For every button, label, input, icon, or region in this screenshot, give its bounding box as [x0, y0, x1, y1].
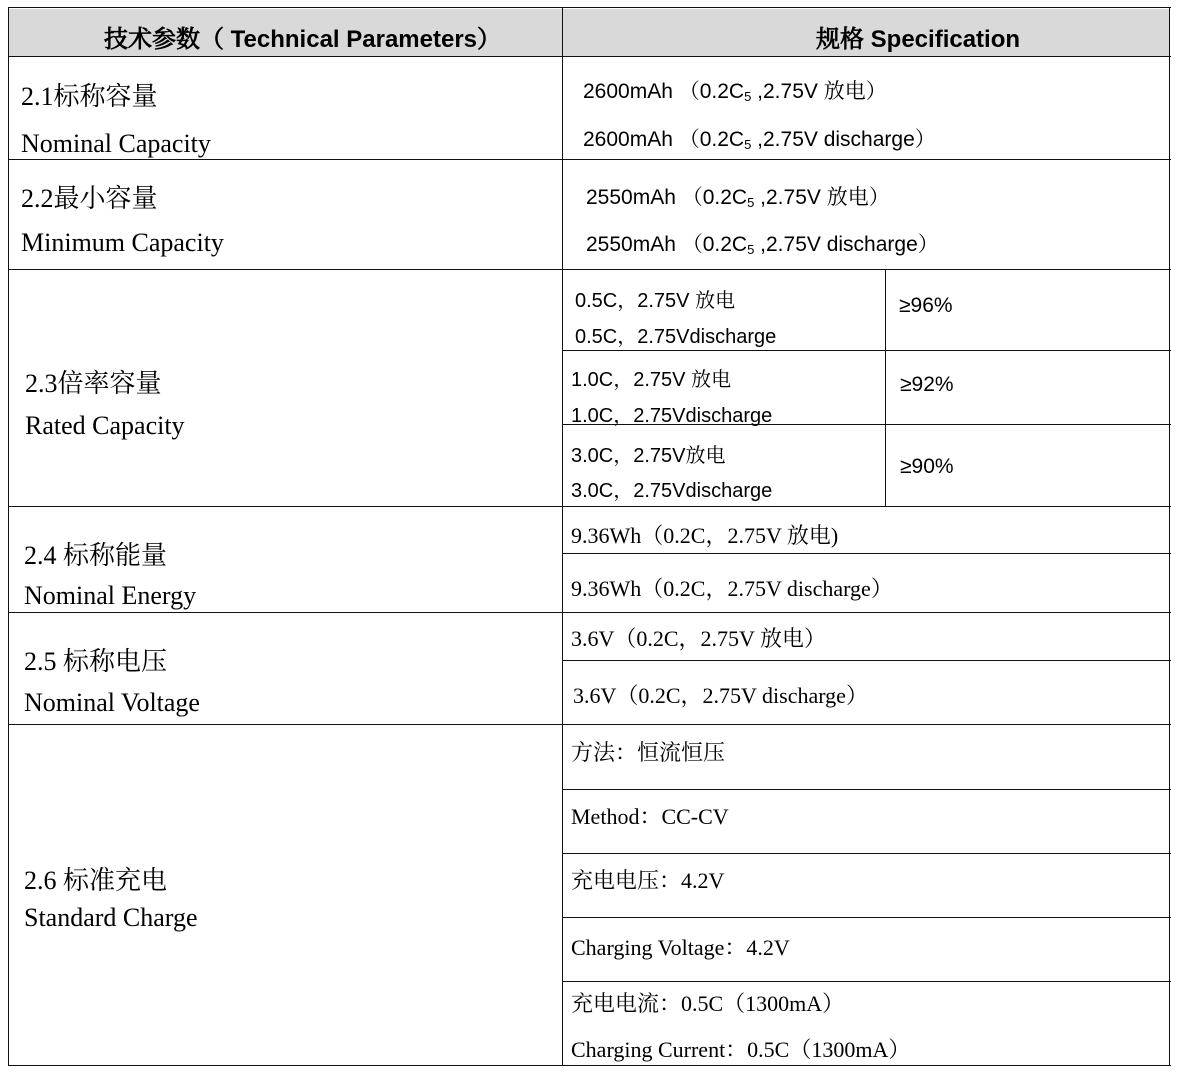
spec-subscript: 5	[747, 195, 755, 210]
grid-line	[562, 789, 1171, 790]
spec-value	[586, 181, 890, 211]
param-name-zh: 2.6 标准充电	[24, 866, 168, 895]
param-name-en: Nominal Voltage	[24, 688, 200, 717]
spec-value	[583, 75, 887, 105]
spec-tail: ,2.75V 放电）	[751, 80, 887, 103]
grid-line	[8, 269, 1171, 270]
rate-condition-zh: 0.5C，2.75V 放电	[575, 290, 736, 312]
grid-line	[8, 7, 9, 1066]
param-name-zh: 2.2最小容量	[21, 184, 158, 213]
spec-value: Charging Current：0.5C（1300mA）	[571, 1037, 911, 1062]
header-technical-parameters: 技术参数（ Technical Parameters）	[104, 26, 502, 53]
spec-main: 2550mAh （0.2C	[586, 233, 748, 256]
spec-main: 2600mAh （0.2C	[583, 80, 745, 103]
rate-capacity-value: ≥96%	[899, 294, 953, 317]
rate-capacity-value: ≥92%	[900, 373, 954, 396]
param-name-zh: 2.4 标称能量	[24, 541, 168, 570]
spec-subscript: 5	[744, 137, 752, 152]
spec-value: 9.36Wh（0.2C，2.75V discharge）	[571, 576, 893, 601]
grid-line	[562, 350, 1171, 351]
spec-value	[586, 228, 939, 258]
spec-main: 2600mAh （0.2C	[583, 128, 745, 151]
grid-line	[8, 159, 1171, 160]
grid-line	[8, 7, 1171, 8]
spec-subscript: 5	[747, 242, 755, 257]
param-name-zh: 2.1标称容量	[21, 82, 158, 111]
param-name-en: Standard Charge	[24, 903, 198, 932]
header-specification: 规格 Specification	[816, 26, 1021, 53]
param-name-zh: 2.5 标称电压	[24, 647, 168, 676]
spec-value: 充电电流：0.5C（1300mA）	[571, 991, 845, 1016]
param-name-en: Minimum Capacity	[21, 228, 224, 257]
grid-line	[8, 724, 1171, 725]
grid-line	[562, 7, 563, 1066]
spec-value: 充电电压：4.2V	[571, 868, 725, 893]
spec-tail: ,2.75V discharge）	[751, 128, 936, 151]
spec-value: 3.6V（0.2C，2.75V 放电）	[571, 626, 827, 651]
spec-value: Charging Voltage：4.2V	[571, 935, 790, 960]
grid-line	[562, 660, 1171, 661]
grid-line	[885, 269, 886, 507]
rate-condition-zh: 3.0C，2.75V放电	[571, 445, 726, 467]
grid-line	[562, 917, 1171, 918]
grid-line	[8, 612, 1171, 613]
grid-line	[1169, 7, 1170, 1066]
spec-main: 2550mAh （0.2C	[586, 186, 748, 209]
rate-condition-en: 3.0C，2.75Vdischarge	[571, 480, 773, 502]
rate-condition-zh: 1.0C，2.75V 放电	[571, 369, 732, 391]
grid-line	[562, 553, 1171, 554]
param-name-en: Rated Capacity	[25, 411, 185, 440]
spec-value: Method：CC-CV	[571, 804, 729, 829]
grid-line	[8, 1065, 1171, 1066]
rate-condition-en: 1.0C，2.75Vdischarge	[571, 405, 773, 427]
spec-value: 3.6V（0.2C，2.75V discharge）	[573, 683, 868, 708]
param-name-en: Nominal Capacity	[21, 129, 211, 158]
spec-subscript: 5	[744, 89, 752, 104]
grid-line	[562, 981, 1171, 982]
grid-line	[8, 56, 1171, 57]
rate-capacity-value: ≥90%	[900, 455, 954, 478]
spec-value: 9.36Wh（0.2C，2.75V 放电)	[571, 523, 839, 548]
spec-value: 方法：恒流恒压	[571, 740, 726, 765]
spec-tail: ,2.75V 放电）	[754, 186, 890, 209]
spec-value	[583, 123, 936, 153]
param-name-en: Nominal Energy	[24, 581, 197, 610]
grid-line	[562, 853, 1171, 854]
param-name-zh: 2.3倍率容量	[25, 369, 162, 398]
rate-condition-en: 0.5C，2.75Vdischarge	[575, 326, 777, 348]
grid-line	[8, 506, 1171, 507]
spec-tail: ,2.75V discharge）	[754, 233, 939, 256]
